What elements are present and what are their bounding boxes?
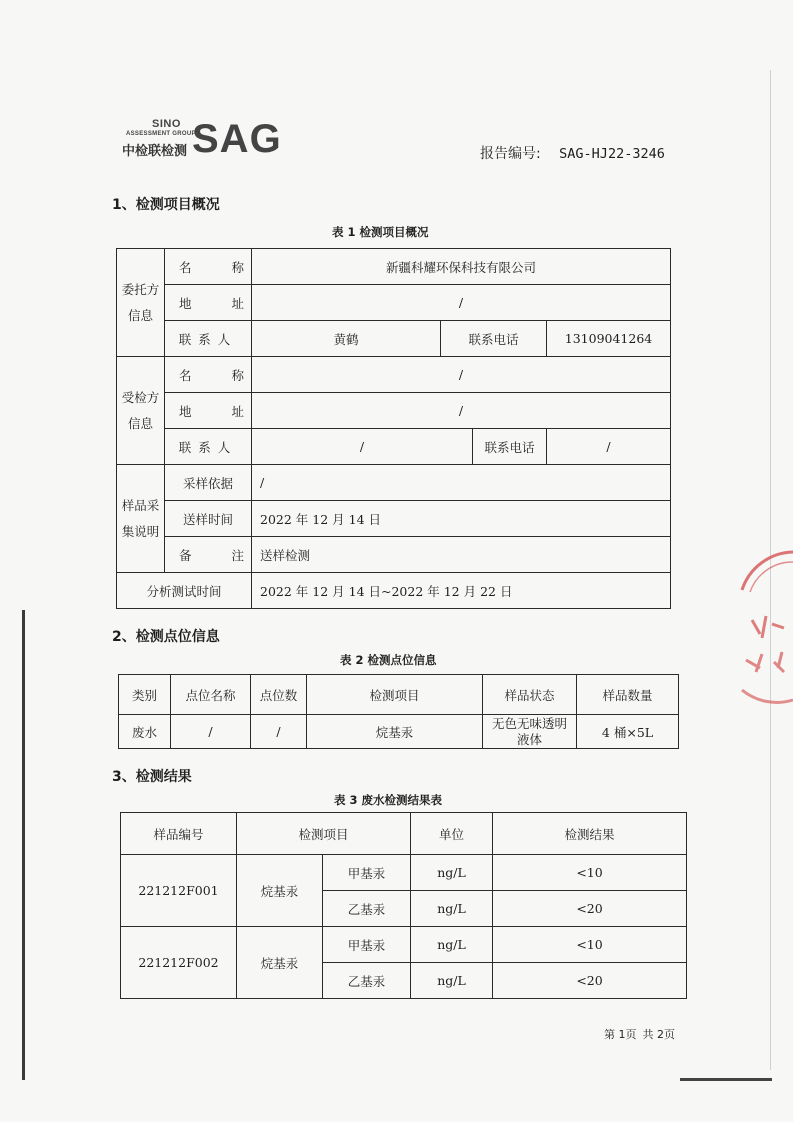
table-row bbox=[117, 285, 671, 321]
cell-result: <10 bbox=[493, 855, 687, 891]
table-3-title: 表 3 废水检测结果表 bbox=[334, 793, 443, 807]
cell-sample-state: 无色无味透明液体 bbox=[483, 715, 577, 749]
cell-point-name: / bbox=[171, 715, 251, 749]
cell-sample-qty: 4 桶×5L bbox=[577, 715, 679, 749]
logo-chinese-name: 中检联检测 bbox=[122, 144, 188, 159]
sample-group-label: 样品采集说明 bbox=[117, 465, 165, 573]
report-number-value: SAG-HJ22-3246 bbox=[559, 146, 665, 162]
cell-test-item: 乙基汞 bbox=[323, 891, 411, 927]
table-row bbox=[117, 321, 671, 357]
inspected-phone-value: / bbox=[547, 429, 671, 465]
col-header-unit: 单位 bbox=[411, 813, 493, 855]
cell-unit: ng/L bbox=[411, 963, 493, 999]
inspected-contact-label: 联系人 bbox=[165, 429, 252, 465]
table-row bbox=[117, 501, 671, 537]
cell-unit: ng/L bbox=[411, 891, 493, 927]
sample-remark-value: 送样检测 bbox=[252, 537, 671, 573]
inspected-name-value: / bbox=[252, 357, 671, 393]
client-address-value: / bbox=[252, 285, 671, 321]
logo-sag-mark: SAG bbox=[192, 117, 282, 161]
client-contact-value: 黄鹤 bbox=[252, 321, 441, 357]
sample-remark-label: 备 注 bbox=[165, 537, 252, 573]
col-header-sample-qty: 样品数量 bbox=[577, 675, 679, 715]
table-row bbox=[119, 715, 679, 749]
col-header-sample-state: 样品状态 bbox=[483, 675, 577, 715]
sample-basis-label: 采样依据 bbox=[165, 465, 252, 501]
inspected-contact-value: / bbox=[252, 429, 473, 465]
point-info-table bbox=[118, 674, 679, 749]
inspected-group-label: 受检方信息 bbox=[117, 357, 165, 465]
cell-result: <20 bbox=[493, 963, 687, 999]
company-logo bbox=[122, 118, 292, 162]
col-header-point-name: 点位名称 bbox=[171, 675, 251, 715]
client-group-label: 委托方信息 bbox=[117, 249, 165, 357]
section-1-title: 1、检测项目概况 bbox=[112, 197, 220, 213]
scan-edge-left bbox=[22, 610, 25, 1080]
cell-test-item: 乙基汞 bbox=[323, 963, 411, 999]
seal-mark bbox=[746, 652, 784, 672]
client-phone-value: 13109041264 bbox=[547, 321, 671, 357]
client-name-label: 名 称 bbox=[165, 249, 252, 285]
analysis-time-value: 2022 年 12 月 14 日~2022 年 12 月 22 日 bbox=[252, 573, 671, 609]
col-header-result: 检测结果 bbox=[493, 813, 687, 855]
client-contact-label: 联系人 bbox=[165, 321, 252, 357]
table-row bbox=[117, 357, 671, 393]
footer-rule bbox=[680, 1078, 772, 1081]
inspected-phone-label: 联系电话 bbox=[473, 429, 547, 465]
client-phone-label: 联系电话 bbox=[441, 321, 547, 357]
table-row bbox=[117, 537, 671, 573]
table-row bbox=[117, 573, 671, 609]
col-header-test-item: 检测项目 bbox=[307, 675, 483, 715]
cell-test-item: 甲基汞 bbox=[323, 855, 411, 891]
col-header-category: 类别 bbox=[119, 675, 171, 715]
table-header-row bbox=[121, 813, 687, 855]
table-row bbox=[117, 393, 671, 429]
table-row bbox=[121, 927, 687, 963]
sample-delivery-label: 送样时间 bbox=[165, 501, 252, 537]
section-2-title: 2、检测点位信息 bbox=[112, 629, 220, 645]
cell-result: <10 bbox=[493, 927, 687, 963]
col-header-test-item: 检测项目 bbox=[237, 813, 411, 855]
cell-test-item: 烷基汞 bbox=[307, 715, 483, 749]
table-row bbox=[117, 249, 671, 285]
inspected-address-label: 地 址 bbox=[165, 393, 252, 429]
inspected-address-value: / bbox=[252, 393, 671, 429]
logo-sino-text: SINO bbox=[152, 118, 181, 130]
cell-test-group: 烷基汞 bbox=[237, 855, 323, 927]
table-1-title: 表 1 检测项目概况 bbox=[332, 225, 429, 239]
section-3-title: 3、检测结果 bbox=[112, 769, 192, 785]
table-row bbox=[121, 855, 687, 891]
wastewater-results-table bbox=[120, 812, 687, 999]
cell-unit: ng/L bbox=[411, 855, 493, 891]
col-header-sample-id: 样品编号 bbox=[121, 813, 237, 855]
red-seal-stamp bbox=[722, 540, 793, 710]
table-2-title: 表 2 检测点位信息 bbox=[340, 653, 437, 667]
report-number-label: 报告编号: bbox=[480, 146, 541, 162]
seal-arc-bottom bbox=[742, 690, 793, 702]
cell-sample-id: 221212F001 bbox=[121, 855, 237, 927]
project-overview-table bbox=[116, 248, 671, 609]
sample-basis-value: / bbox=[252, 465, 671, 501]
col-header-point-count: 点位数 bbox=[251, 675, 307, 715]
cell-category: 废水 bbox=[119, 715, 171, 749]
analysis-time-label: 分析测试时间 bbox=[117, 573, 252, 609]
cell-test-group: 烷基汞 bbox=[237, 927, 323, 999]
table-row bbox=[117, 465, 671, 501]
cell-test-item: 甲基汞 bbox=[323, 927, 411, 963]
cell-result: <20 bbox=[493, 891, 687, 927]
inspected-name-label: 名 称 bbox=[165, 357, 252, 393]
cell-point-count: / bbox=[251, 715, 307, 749]
table-row bbox=[117, 429, 671, 465]
report-number bbox=[480, 143, 665, 163]
page-number bbox=[604, 1026, 675, 1042]
client-address-label: 地 址 bbox=[165, 285, 252, 321]
seal-mark bbox=[752, 616, 784, 638]
sample-delivery-value: 2022 年 12 月 14 日 bbox=[252, 501, 671, 537]
page-current: 第 1页 bbox=[604, 1028, 637, 1041]
cell-sample-id: 221212F002 bbox=[121, 927, 237, 999]
seal-arc bbox=[742, 552, 793, 590]
page-total: 共 2页 bbox=[642, 1028, 675, 1041]
client-name-value: 新疆科耀环保科技有限公司 bbox=[252, 249, 671, 285]
table-header-row bbox=[119, 675, 679, 715]
cell-unit: ng/L bbox=[411, 927, 493, 963]
logo-assessment-text: ASSESSMENT GROUP bbox=[126, 131, 196, 137]
